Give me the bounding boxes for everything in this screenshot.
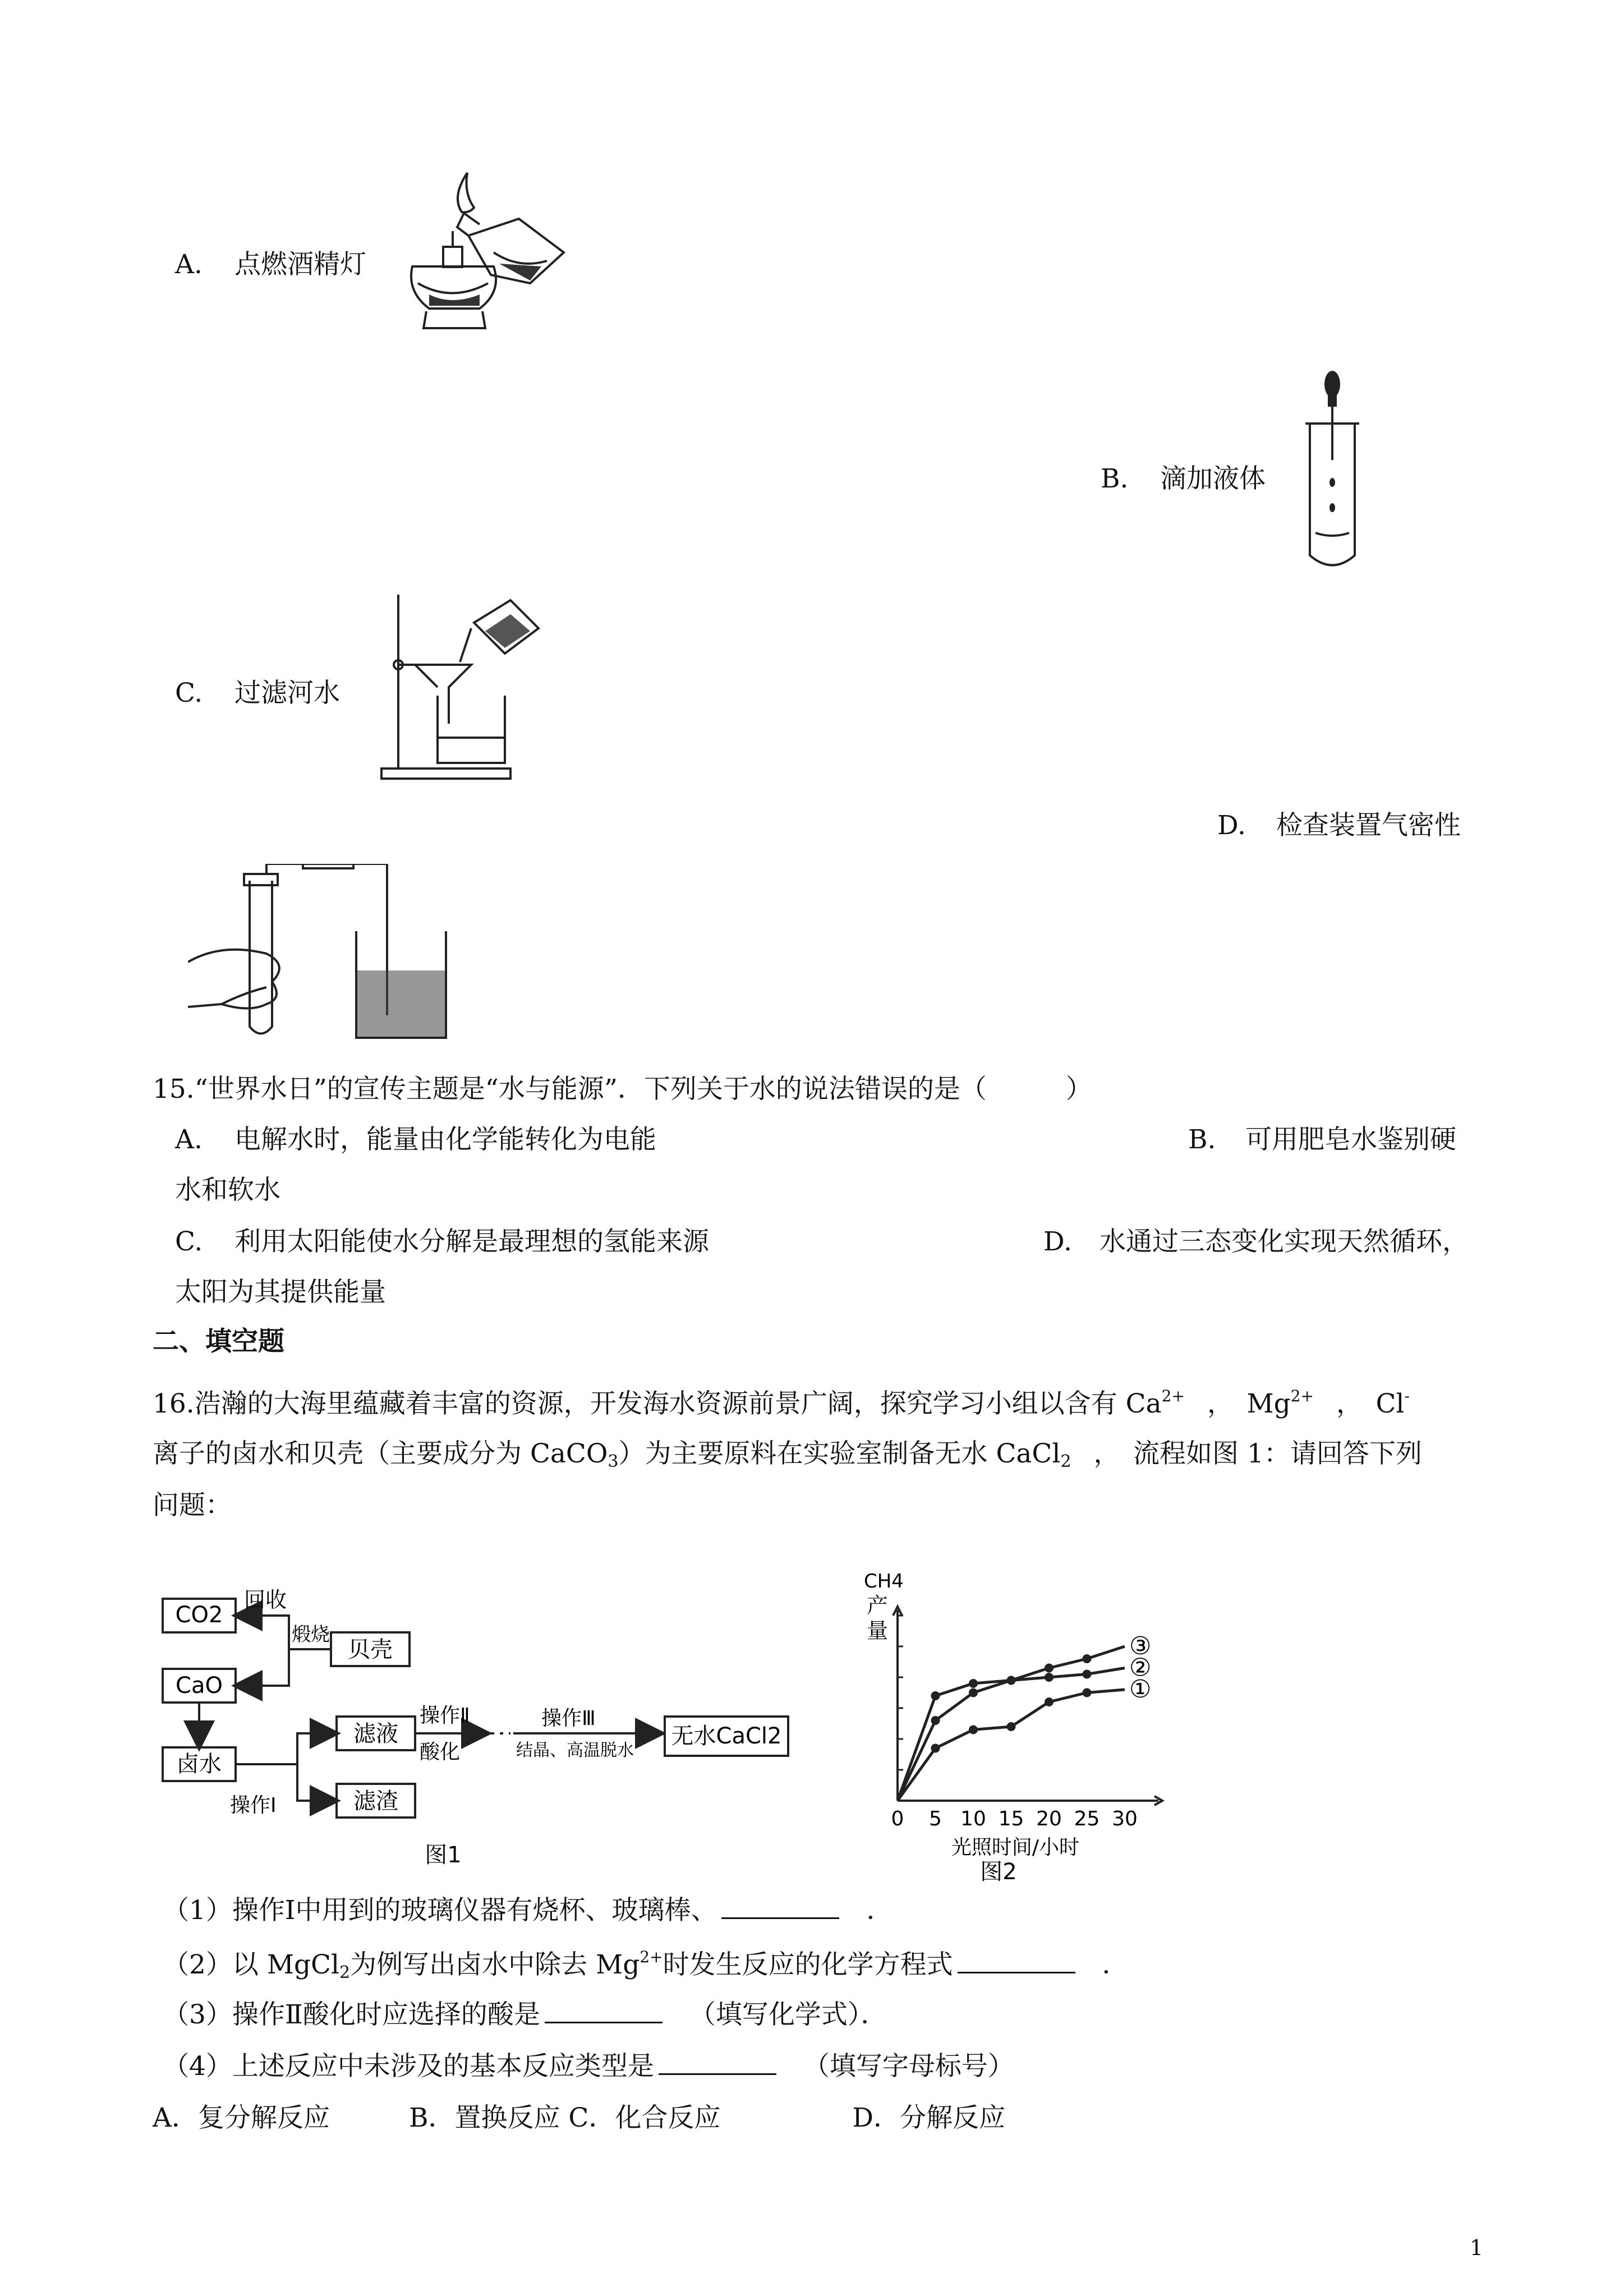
process-flow-figure <box>151 1576 802 1879</box>
q15-option-b-letter: B. <box>1188 1124 1216 1155</box>
residue-label: 滤渣 <box>353 1788 398 1814</box>
q16-line-2-text-a: 离子的卤水和贝壳（主要成分为 CaCO <box>153 1438 608 1469</box>
q16-sub-2-text-a: （2）以 MgCl <box>163 1949 340 1980</box>
q15-option-b-text: 可用肥皂水鉴别硬 <box>1245 1124 1456 1155</box>
chart-xlabel: 光照时间/小时 <box>951 1836 1080 1859</box>
figure-2-caption: 图2 <box>980 1859 1017 1885</box>
airtightness-check-figure <box>188 864 457 1043</box>
section-heading: 二、填空题 <box>153 1326 284 1357</box>
chart-series-label: ① <box>1129 1675 1152 1704</box>
dropper-test-tube-figure <box>1299 370 1366 572</box>
filtration-figure <box>376 589 544 783</box>
chart-series-line <box>898 1668 1125 1801</box>
chart-x-tick-label: 15 <box>998 1807 1024 1830</box>
chart-x-tick-label: 25 <box>1074 1807 1100 1830</box>
chart-data-point <box>969 1688 978 1697</box>
q16-sub-1-text: （1）操作Ⅰ中用到的玻璃仪器有烧杯、玻璃棒、 <box>163 1895 717 1926</box>
chart-data-point <box>931 1744 940 1753</box>
chart-data-point <box>1045 1697 1053 1706</box>
ch4-production-chart <box>830 1559 1189 1885</box>
q16-line-2 <box>153 1438 1422 1471</box>
q16-sub-2 <box>163 1949 1129 1981</box>
option-c-letter: C. <box>175 678 203 708</box>
caco3-subscript: 3 <box>608 1452 619 1471</box>
page-number: 1 <box>1470 2235 1484 2260</box>
q16-sub-4-text-b: （填写字母标号） <box>803 2051 1014 2082</box>
q16-line-2-text-b: ）为主要原料在实验室制备无水 CaCl <box>618 1438 1061 1469</box>
cao-label: CaO <box>176 1673 223 1699</box>
mg-ion-charge: 2+ <box>640 1948 663 1966</box>
crystal-label: 结晶、高温脱水 <box>516 1741 634 1760</box>
alcohol-lamp-figure <box>395 168 581 342</box>
option-a-text: 点燃酒精灯 <box>234 249 366 280</box>
q16-sub-2-text-b: 为例写出卤水中除去 Mg <box>350 1949 640 1980</box>
ca-charge: 2+ <box>1161 1387 1185 1405</box>
chart-data-point <box>931 1716 940 1725</box>
q16-sub-1-end: ． <box>866 1895 893 1926</box>
q15-option-b-continuation: 水和软水 <box>175 1175 280 1205</box>
q15-option-d-text: 水通过三态变化实现天然循环， <box>1099 1226 1469 1257</box>
filtrate-label: 滤液 <box>353 1721 398 1747</box>
chart-data-point <box>1045 1664 1053 1673</box>
chart-ylabel-chan: 产 <box>867 1593 889 1618</box>
chart-x-tick-label: 20 <box>1036 1807 1062 1830</box>
q16-line-3: 问题： <box>153 1490 232 1521</box>
q16-choices: A．复分解反应 B．置换反应 C．化合反应 D．分解反应 <box>153 2102 1006 2133</box>
q16-sub-3-text-a: （3）操作Ⅱ酸化时应选择的酸是 <box>163 1999 540 2030</box>
mg-charge: 2+ <box>1290 1387 1314 1405</box>
q16-line-1 <box>153 1388 1410 1417</box>
answer-blank-2[interactable] <box>958 1952 1075 1973</box>
cacl2-subscript: 2 <box>1060 1452 1071 1471</box>
q15-option-c-text: 利用太阳能使水分解是最理想的氢能来源 <box>234 1226 709 1257</box>
chart-data-point <box>1083 1688 1092 1697</box>
q16-sub-2-end: ． <box>1102 1949 1129 1980</box>
cl-charge: - <box>1404 1387 1410 1405</box>
chart-x-tick-label: 10 <box>960 1807 986 1830</box>
option-d-letter: D. <box>1217 810 1246 841</box>
shell-label: 贝壳 <box>348 1637 393 1663</box>
option-d-text: 检查装置气密性 <box>1276 810 1461 841</box>
chart-data-point <box>931 1691 940 1700</box>
calcine-label: 煅烧 <box>292 1623 330 1646</box>
chart-ylabel-liang: 量 <box>867 1618 889 1643</box>
acidify-label: 酸化 <box>420 1741 461 1764</box>
q15-stem: 15.“世界水日”的宣传主题是“水与能源”．下列关于水的说法错误的是（ ） <box>153 1074 1092 1105</box>
q15-option-d-continuation: 太阳为其提供能量 <box>175 1277 386 1308</box>
chart-x-tick-label: 30 <box>1112 1807 1138 1830</box>
q16-sub-2-text-c: 时发生反应的化学方程式 <box>663 1949 953 1980</box>
chart-series-label: ② <box>1129 1653 1152 1682</box>
chart-data-point <box>1045 1673 1053 1682</box>
option-b-text: 滴加液体 <box>1160 463 1266 494</box>
recycle-label: 回收 <box>244 1588 287 1612</box>
brine-label: 卤水 <box>177 1751 222 1777</box>
op3-label: 操作Ⅲ <box>541 1707 596 1730</box>
option-c-text: 过滤河水 <box>234 678 340 708</box>
q15-option-a-text: 电解水时，能量由化学能转化为电能 <box>234 1124 656 1155</box>
chart-data-point <box>969 1726 978 1734</box>
chart-data-point <box>1007 1676 1016 1685</box>
answer-blank-1[interactable] <box>721 1897 839 1919</box>
option-b-letter: B. <box>1101 463 1129 494</box>
answer-blank-3[interactable] <box>545 2001 663 2023</box>
q15-option-a-letter: A. <box>175 1124 203 1155</box>
mg-text: ， Mg <box>1207 1388 1291 1419</box>
chart-x-tick-label: 5 <box>929 1807 942 1830</box>
chart-x-tick-label: 0 <box>891 1807 904 1830</box>
q16-sub-3 <box>163 2001 887 2028</box>
chart-ylabel-ch4: CH4 <box>864 1570 904 1593</box>
q16-sub-4-text-a: （4）上述反应中未涉及的基本反应类型是 <box>163 2051 654 2082</box>
q16-sub-3-text-b: （填写化学式）． <box>689 1999 887 2030</box>
chart-data-point <box>1007 1722 1016 1731</box>
co2-label: CO2 <box>175 1602 223 1628</box>
op2-label: 操作Ⅱ <box>420 1704 470 1727</box>
cl-text: ， Cl <box>1336 1388 1405 1419</box>
q16-sub-1 <box>163 1897 892 1924</box>
op1-label: 操作Ⅰ <box>230 1794 277 1817</box>
mgcl2-subscript: 2 <box>339 1963 351 1982</box>
option-a-letter: A. <box>175 249 203 280</box>
chart-data-point <box>969 1679 978 1688</box>
q16-line-2-text-c: ， 流程如图 1：请回答下列 <box>1093 1438 1422 1469</box>
q16-line-1-text: 16.浩瀚的大海里蕴藏着丰富的资源，开发海水资源前景广阔，探究学习小组以含有 Ca <box>153 1388 1162 1419</box>
chart-series-label: ③ <box>1129 1632 1152 1660</box>
chart-data-point <box>1083 1670 1092 1679</box>
product-label: 无水CaCl2 <box>671 1723 782 1749</box>
q16-sub-4 <box>163 2051 1014 2082</box>
q15-option-d-letter: D. <box>1043 1226 1072 1257</box>
q15-option-c-letter: C. <box>175 1226 203 1257</box>
figure-1-caption: 图1 <box>425 1842 462 1868</box>
chart-data-point <box>1083 1654 1092 1663</box>
answer-blank-4[interactable] <box>659 2053 776 2075</box>
